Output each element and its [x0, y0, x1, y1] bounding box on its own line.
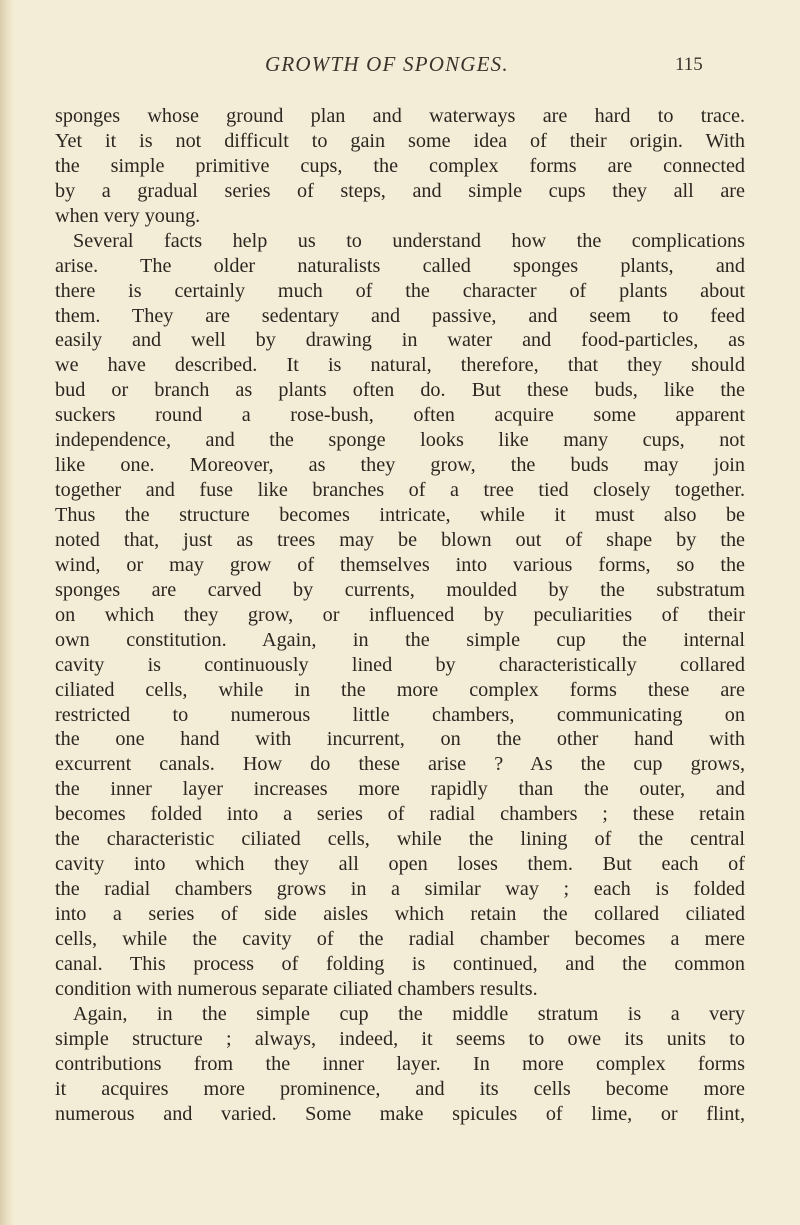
- text-line: sponges are carved by currents, moulded by the substratum: [55, 578, 745, 601]
- text-line: cells, while the cavity of the radial chamber becomes a mere: [55, 927, 745, 950]
- text-line: them. They are sedentary and passive, and seem to feed: [55, 304, 745, 327]
- page-number: 115: [675, 54, 703, 75]
- text-line: when very young.: [55, 204, 201, 227]
- text-line: Thus the structure becomes intricate, while it must also be: [55, 504, 745, 526]
- text-line: sponges whose ground plan and waterways are hard to trace.: [55, 105, 745, 127]
- text-line: contributions from the inner layer. In more complex forms: [55, 1052, 745, 1075]
- text-line: it acquires more prominence, and its cells become more: [55, 1077, 745, 1100]
- page-header: [55, 52, 745, 86]
- body-text: [55, 104, 745, 1126]
- text-line: like one. Moreover, as they grow, the buds may join: [55, 454, 745, 477]
- text-line: there is certainly much of the character of plants about: [55, 279, 745, 302]
- text-line: noted that, just as trees may be blown out of shape by the: [55, 528, 745, 551]
- text-line: restricted to numerous little chambers, communicating on: [55, 703, 745, 726]
- text-line: becomes folded into a series of radial chambers ; these retain: [55, 803, 745, 826]
- text-line: canal. This process of folding is continued, and the common: [55, 952, 745, 975]
- text-line: the simple primitive cups, the complex forms are connected: [55, 154, 745, 177]
- text-line: bud or branch as plants often do. But these buds, like the: [55, 379, 745, 402]
- text-line: together and fuse like branches of a tree tied closely together.: [55, 479, 745, 502]
- page-edge-shadow: [0, 0, 14, 1225]
- text-line: Several facts help us to understand how the complications: [73, 229, 745, 252]
- text-line: cavity is continuously lined by characteristically collared: [55, 653, 745, 676]
- text-line: independence, and the sponge looks like many cups, not: [55, 429, 745, 452]
- text-line: arise. The older naturalists called sponges plants, and: [55, 254, 745, 277]
- running-head: GROWTH OF SPONGES.: [265, 52, 509, 76]
- text-line: Yet it is not difficult to gain some idea of their origin. With: [55, 129, 745, 152]
- text-line: cavity into which they all open loses them. But each of: [55, 853, 745, 876]
- text-line: the radial chambers grows in a similar way ; each is folded: [55, 878, 745, 901]
- text-line: wind, or may grow of themselves into various forms, so the: [55, 553, 745, 576]
- text-line: condition with numerous separate ciliated chambers results.: [55, 977, 538, 1000]
- text-line: easily and well by drawing in water and food-particles, as: [55, 329, 745, 352]
- text-line: the characteristic ciliated cells, while the lining of the central: [55, 828, 745, 851]
- text-line: numerous and varied. Some make spicules of lime, or flint,: [55, 1102, 745, 1125]
- text-line: excurrent canals. How do these arise ? As the cup grows,: [55, 753, 745, 776]
- text-line: the inner layer increases more rapidly than the outer, and: [55, 778, 745, 801]
- text-line: ciliated cells, while in the more complex forms these are: [55, 678, 745, 701]
- text-line: into a series of side aisles which retain the collared ciliated: [55, 903, 745, 925]
- text-line: on which they grow, or influenced by peculiarities of their: [55, 603, 745, 626]
- text-line: suckers round a rose-bush, often acquire some apparent: [55, 404, 745, 427]
- text-line: the one hand with incurrent, on the other hand with: [55, 728, 745, 751]
- text-line: we have described. It is natural, therefore, that they should: [55, 354, 745, 377]
- text-line: by a gradual series of steps, and simple cups they all are: [55, 179, 745, 202]
- text-line: own constitution. Again, in the simple cup the internal: [55, 628, 745, 651]
- text-line: simple structure ; always, indeed, it seems to owe its units to: [55, 1027, 745, 1050]
- text-line: Again, in the simple cup the middle stratum is a very: [73, 1002, 745, 1025]
